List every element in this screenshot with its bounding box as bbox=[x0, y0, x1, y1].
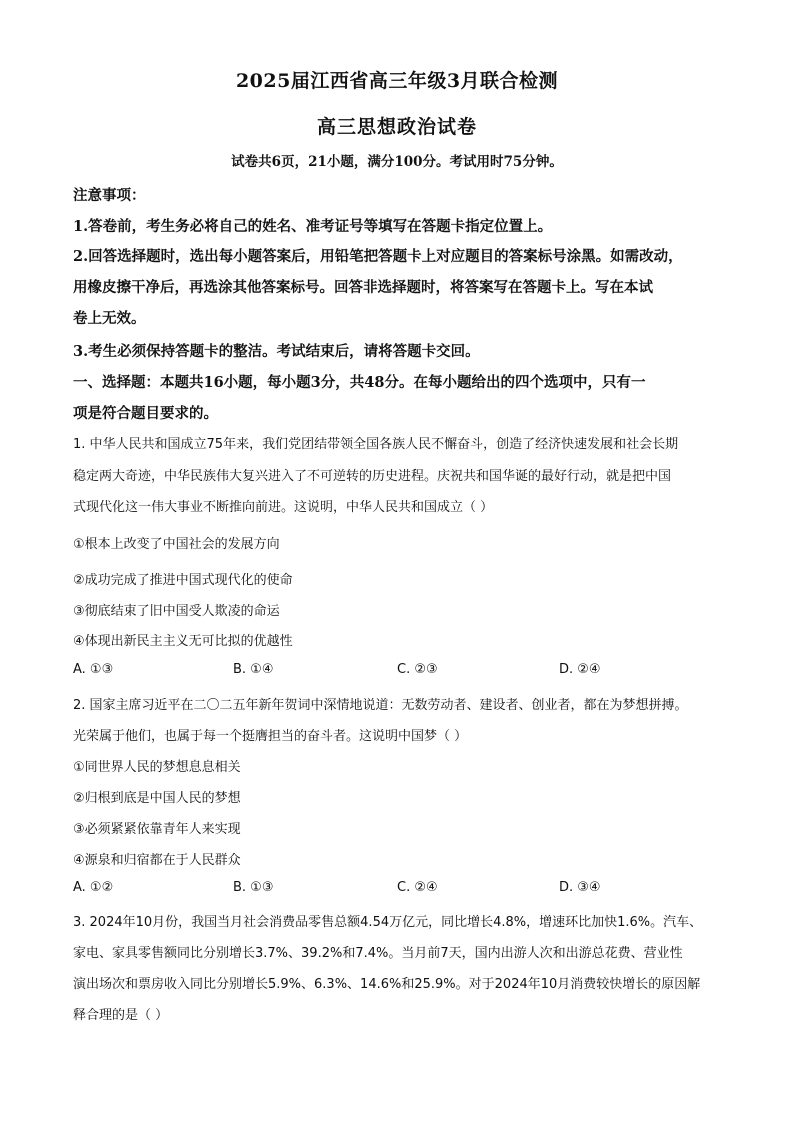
notice-heading: 注意事项： bbox=[73, 187, 146, 204]
question-2-stem: 2. 国家主席习近平在二〇二五年新年贺词中深情地说道：无数劳动者、建设者、创业者，都在为梦想拼搏。 bbox=[73, 698, 688, 713]
question-2-option: ④源泉和归宿都在于人民群众 bbox=[73, 853, 241, 868]
question-1-stem: 式现代化这一伟大事业不断推向前进。这说明，中华人民共和国成立（ ） bbox=[73, 500, 494, 515]
question-1-choice-c: C. ②③ bbox=[397, 662, 438, 677]
exam-subject: 高三思想政治试卷 bbox=[316, 116, 477, 138]
question-1-option: ②成功完成了推进中国式现代化的使命 bbox=[73, 573, 293, 588]
notice-line: 卷上无效。 bbox=[73, 310, 146, 327]
question-1-choice-a: A. ①③ bbox=[73, 662, 114, 677]
question-3-stem: 3. 2024年10月份，我国当月社会消费品零售总额4.54万亿元，同比增长4.8%，增速环比加快1.6%。汽车、 bbox=[73, 915, 703, 930]
question-1-option: ④体现出新民主主义无可比拟的优越性 bbox=[73, 634, 293, 649]
question-3-stem: 演出场次和票房收入同比分别增长5.9%、6.3%、14.6%和25.9%。对于2024年10月消费较快增长的原因解 bbox=[73, 977, 701, 992]
question-1-option: ①根本上改变了中国社会的发展方向 bbox=[73, 537, 280, 552]
question-2-stem: 光荣属于他们，也属于每一个挺膺担当的奋斗者。这说明中国梦（ ） bbox=[73, 729, 468, 744]
notice-line: 3.考生必须保持答题卡的整洁。考试结束后，请将答题卡交回。 bbox=[73, 343, 480, 360]
question-2-option: ①同世界人民的梦想息息相关 bbox=[73, 760, 241, 775]
question-2-option: ③必须紧紧依靠青年人来实现 bbox=[73, 822, 241, 837]
question-3-stem: 家电、家具零售额同比分别增长3.7%、39.2%和7.4%。当月前7天，国内出游人次和出游总花费、营业性 bbox=[73, 946, 683, 961]
notice-line: 1.答卷前，考生务必将自己的姓名、准考证号等填写在答题卡指定位置上。 bbox=[73, 218, 553, 235]
exam-title: 2025届江西省高三年级3月联合检测 bbox=[235, 70, 559, 92]
question-2-choice-a: A. ①② bbox=[73, 880, 114, 895]
question-1-choice-b: B. ①④ bbox=[233, 662, 274, 677]
section-heading: 一、选择题：本题共16小题，每小题3分，共48分。在每小题给出的四个选项中，只有一 bbox=[73, 374, 646, 391]
question-1-choice-d: D. ②④ bbox=[559, 662, 601, 677]
question-1-option: ③彻底结束了旧中国受人欺凌的命运 bbox=[73, 604, 280, 619]
question-2-option: ②归根到底是中国人民的梦想 bbox=[73, 791, 241, 806]
question-2-choice-d: D. ③④ bbox=[559, 880, 601, 895]
question-2-choice-c: C. ②④ bbox=[397, 880, 438, 895]
question-1-stem: 稳定两大奇迹，中华民族伟大复兴进入了不可逆转的历史进程。庆祝共和国华诞的最好行动，就是把中国 bbox=[73, 469, 672, 484]
section-heading: 项是符合题目要求的。 bbox=[73, 405, 218, 422]
question-3-stem: 释合理的是（ ） bbox=[73, 1008, 169, 1023]
notice-line: 2.回答选择题时，选出每小题答案后，用铅笔把答题卡上对应题目的答案标号涂黑。如需改动， bbox=[73, 248, 683, 265]
exam-info: 试卷共6页，21小题，满分100分。考试用时75分钟。 bbox=[231, 154, 563, 170]
notice-line: 用橡皮擦干净后，再选涂其他答案标号。回答非选择题时，将答案写在答题卡上。写在本试 bbox=[73, 279, 653, 296]
question-1-stem: 1. 中华人民共和国成立75年来，我们党团结带领全国各族人民不懈奋斗，创造了经济快速发展和社会长期 bbox=[73, 437, 679, 452]
question-2-choice-b: B. ①③ bbox=[233, 880, 274, 895]
